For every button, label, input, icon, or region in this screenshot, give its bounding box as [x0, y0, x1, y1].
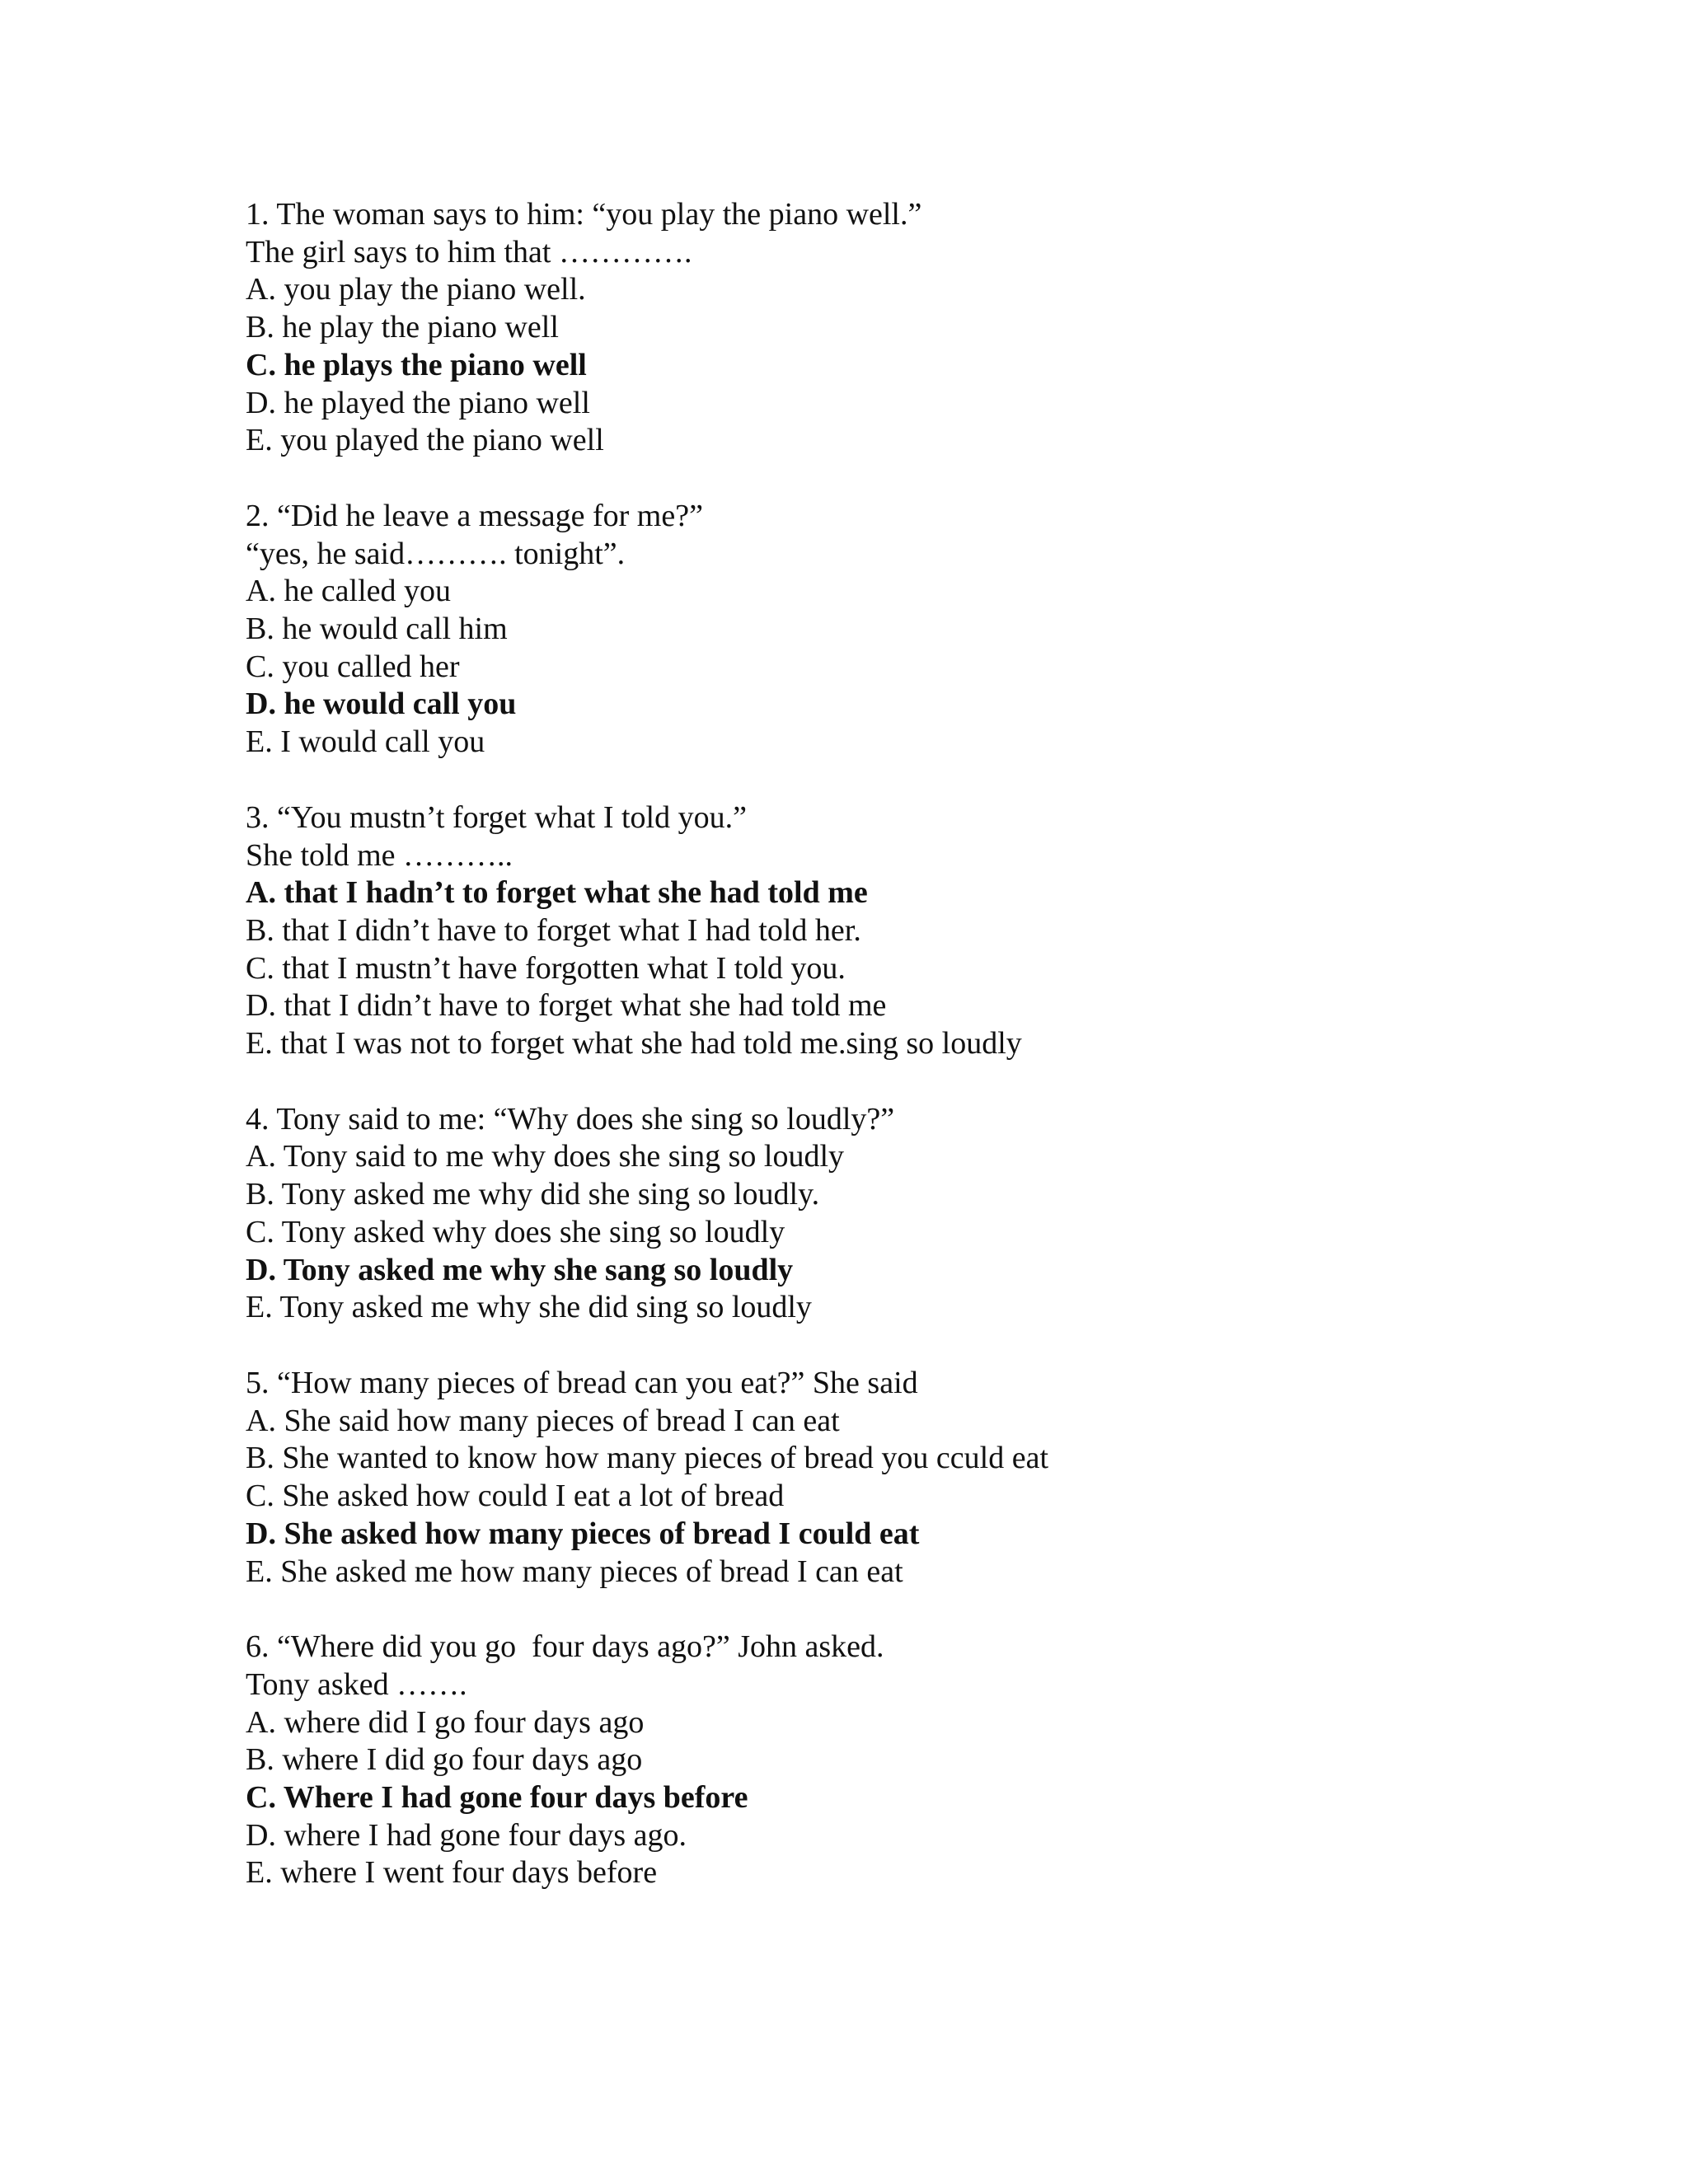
question-5-prompt: 5. “How many pieces of bread can you eat?” She said — [246, 1365, 918, 1400]
question-2-option-d-answer: D. he would call you — [246, 687, 517, 722]
question-4-option-b: B. Tony asked me why did she sing so loudly. — [246, 1177, 820, 1212]
document-page — [246, 196, 1647, 1930]
question-4-option-e: E. Tony asked me why she did sing so loudly — [246, 1290, 812, 1325]
question-5-option-b: B. She wanted to know how many pieces of bread you cculd eat — [246, 1441, 1049, 1476]
question-2-prompt: 2. “Did he leave a message for me?” — [246, 498, 703, 533]
question-2-stem: “yes, he said………. tonight”. — [246, 536, 626, 571]
question-4-option-c: C. Tony asked why does she sing so loudly — [246, 1214, 785, 1249]
question-5-option-a: A. She said how many pieces of bread I can eat — [246, 1403, 840, 1438]
question-6-option-b: B. where I did go four days ago — [246, 1742, 643, 1778]
question-1-option-c-answer: C. he plays the piano well — [246, 347, 587, 382]
question-1-option-e: E. you played the piano well — [246, 423, 604, 458]
question-2-option-c: C. you called her — [246, 649, 460, 684]
question-2 — [246, 498, 1647, 762]
question-3-option-c: C. that I mustn’t have forgotten what I told you. — [246, 950, 846, 986]
question-1-option-d: D. he played the piano well — [246, 385, 590, 420]
question-5-option-d-answer: D. She asked how many pieces of bread I could eat — [246, 1516, 920, 1551]
question-5-option-e: E. She asked me how many pieces of bread I can eat — [246, 1554, 903, 1589]
question-4-option-d-answer: D. Tony asked me why she sang so loudly — [246, 1252, 794, 1287]
question-6 — [246, 1629, 1647, 1892]
question-3 — [246, 799, 1647, 1063]
question-2-option-a: A. he called you — [246, 574, 452, 609]
question-3-prompt: 3. “You mustn’t forget what I told you.” — [246, 799, 747, 835]
question-6-stem: Tony asked ……. — [246, 1666, 467, 1702]
question-6-option-d: D. where I had gone four days ago. — [246, 1817, 687, 1853]
question-3-option-e: E. that I was not to forget what she had told me.sing so loudly — [246, 1026, 1022, 1062]
question-5-option-c: C. She asked how could I eat a lot of bread — [246, 1479, 785, 1514]
question-6-option-e: E. where I went four days before — [246, 1855, 658, 1891]
question-2-option-e: E. I would call you — [246, 724, 485, 760]
question-3-option-b: B. that I didn’t have to forget what I had told her. — [246, 912, 861, 948]
question-1-prompt: 1. The woman says to him: “you play the piano well.” — [246, 197, 922, 232]
question-6-option-c-answer: C. Where I had gone four days before — [246, 1780, 748, 1816]
question-5 — [246, 1365, 1647, 1591]
question-1-option-b: B. he play the piano well — [246, 310, 559, 345]
question-6-option-a: A. where did I go four days ago — [246, 1704, 645, 1740]
question-1 — [246, 196, 1647, 460]
question-4 — [246, 1101, 1647, 1327]
question-6-prompt: 6. “Where did you go four days ago?” John asked. — [246, 1629, 884, 1665]
question-3-option-d: D. that I didn’t have to forget what she had told me — [246, 988, 887, 1024]
question-3-stem: She told me ……….. — [246, 837, 513, 873]
question-1-stem: The girl says to him that …………. — [246, 234, 692, 269]
question-4-prompt: 4. Tony said to me: “Why does she sing so loudly?” — [246, 1101, 895, 1137]
question-2-option-b: B. he would call him — [246, 612, 508, 647]
question-1-option-a: A. you play the piano well. — [246, 272, 586, 307]
question-4-option-a: A. Tony said to me why does she sing so loudly — [246, 1139, 845, 1174]
question-3-option-a-answer: A. that I hadn’t to forget what she had told me — [246, 875, 868, 911]
